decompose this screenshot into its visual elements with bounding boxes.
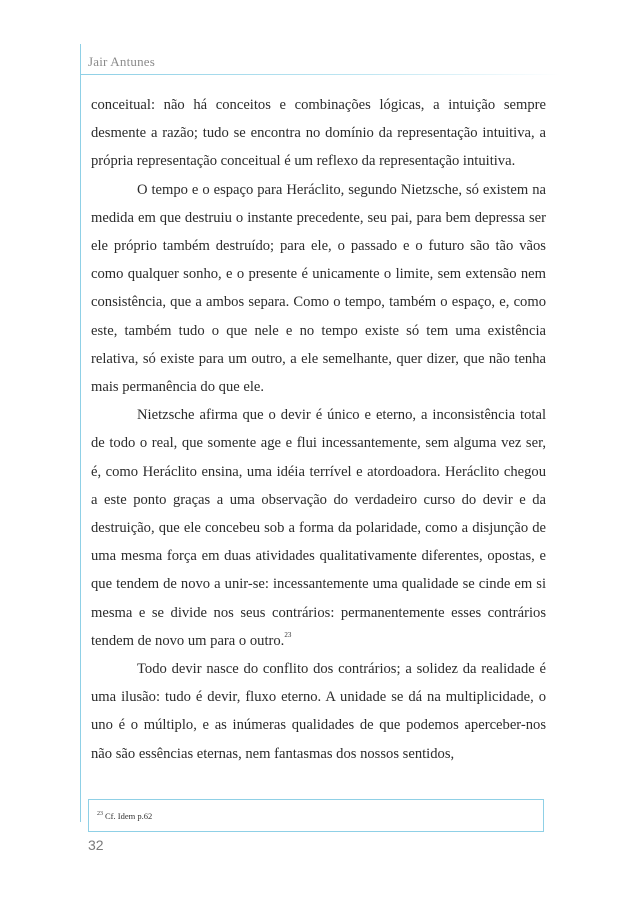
footnote-box	[88, 799, 544, 832]
page-number: 32	[88, 837, 104, 853]
paragraph-1: conceitual: não há conceitos e combinações lógicas, a intuição sempre desmente a razão; tudo se encontra no domínio da representação intuitiva, a própria representação conceitual é um reflexo da representação intuitiva.	[91, 97, 546, 170]
body-text	[91, 91, 546, 768]
paragraph-2: O tempo e o espaço para Heráclito, segundo Nietzsche, só existem na medida em que destruiu o instante precedente, seu pai, para bem depressa ser ele próprio também destruído; para ele, o passado e o futuro são tão vãos como qualquer sonho, e o presente é unicamente o limite, sem extensão nem consistência, que a ambos separa. Como o tempo, também o espaço, e, como este, também tudo o que nele e no tempo existe só tem uma existência relativa, só existe para um outro, a ele semelhante, quer dizer, que não tenha mais permanência do que ele.	[91, 181, 546, 396]
paragraph-4: Todo devir nasce do conflito dos contrários; a solidez da realidade é uma ilusão: tudo é devir, fluxo eterno. A unidade se dá na multiplicidade, o uno é o múltiplo, e as inúmeras qualidades de que podemos aperceber-nos não são essências eternas, nem fantasmas dos nossos sentidos,	[91, 661, 546, 762]
footnote-text: Cf. Idem p.62	[105, 811, 153, 821]
footnote-reference: 23	[284, 630, 292, 639]
footnote-number: 23	[97, 811, 103, 817]
paragraph-3-text: Nietzsche afirma que o devir é único e eterno, a inconsistência total de todo o real, que somente age e flui incessantemente, sem alguma vez ser, é, como Heráclito ensina, uma idéia terrível e atordoadora. Heráclito chegou a este ponto graças a uma observação do verdadeiro curso do devir e da destruição, que ele concebeu sob a forma da polaridade, como a disjunção de uma mesma força em duas atividades qualitativamente diferentes, opostas, e que tendem de novo a unir-se: incessantemente uma qualidade se cinde em si mesma e se divide nos seus contrários: permanentemente esses contrários tendem de novo um para o outro.	[91, 407, 546, 649]
header-rule	[80, 74, 560, 75]
running-header-author: Jair Antunes	[88, 54, 156, 69]
paragraph-3	[91, 401, 546, 655]
footnote	[97, 811, 152, 821]
left-margin-rule	[80, 44, 81, 822]
